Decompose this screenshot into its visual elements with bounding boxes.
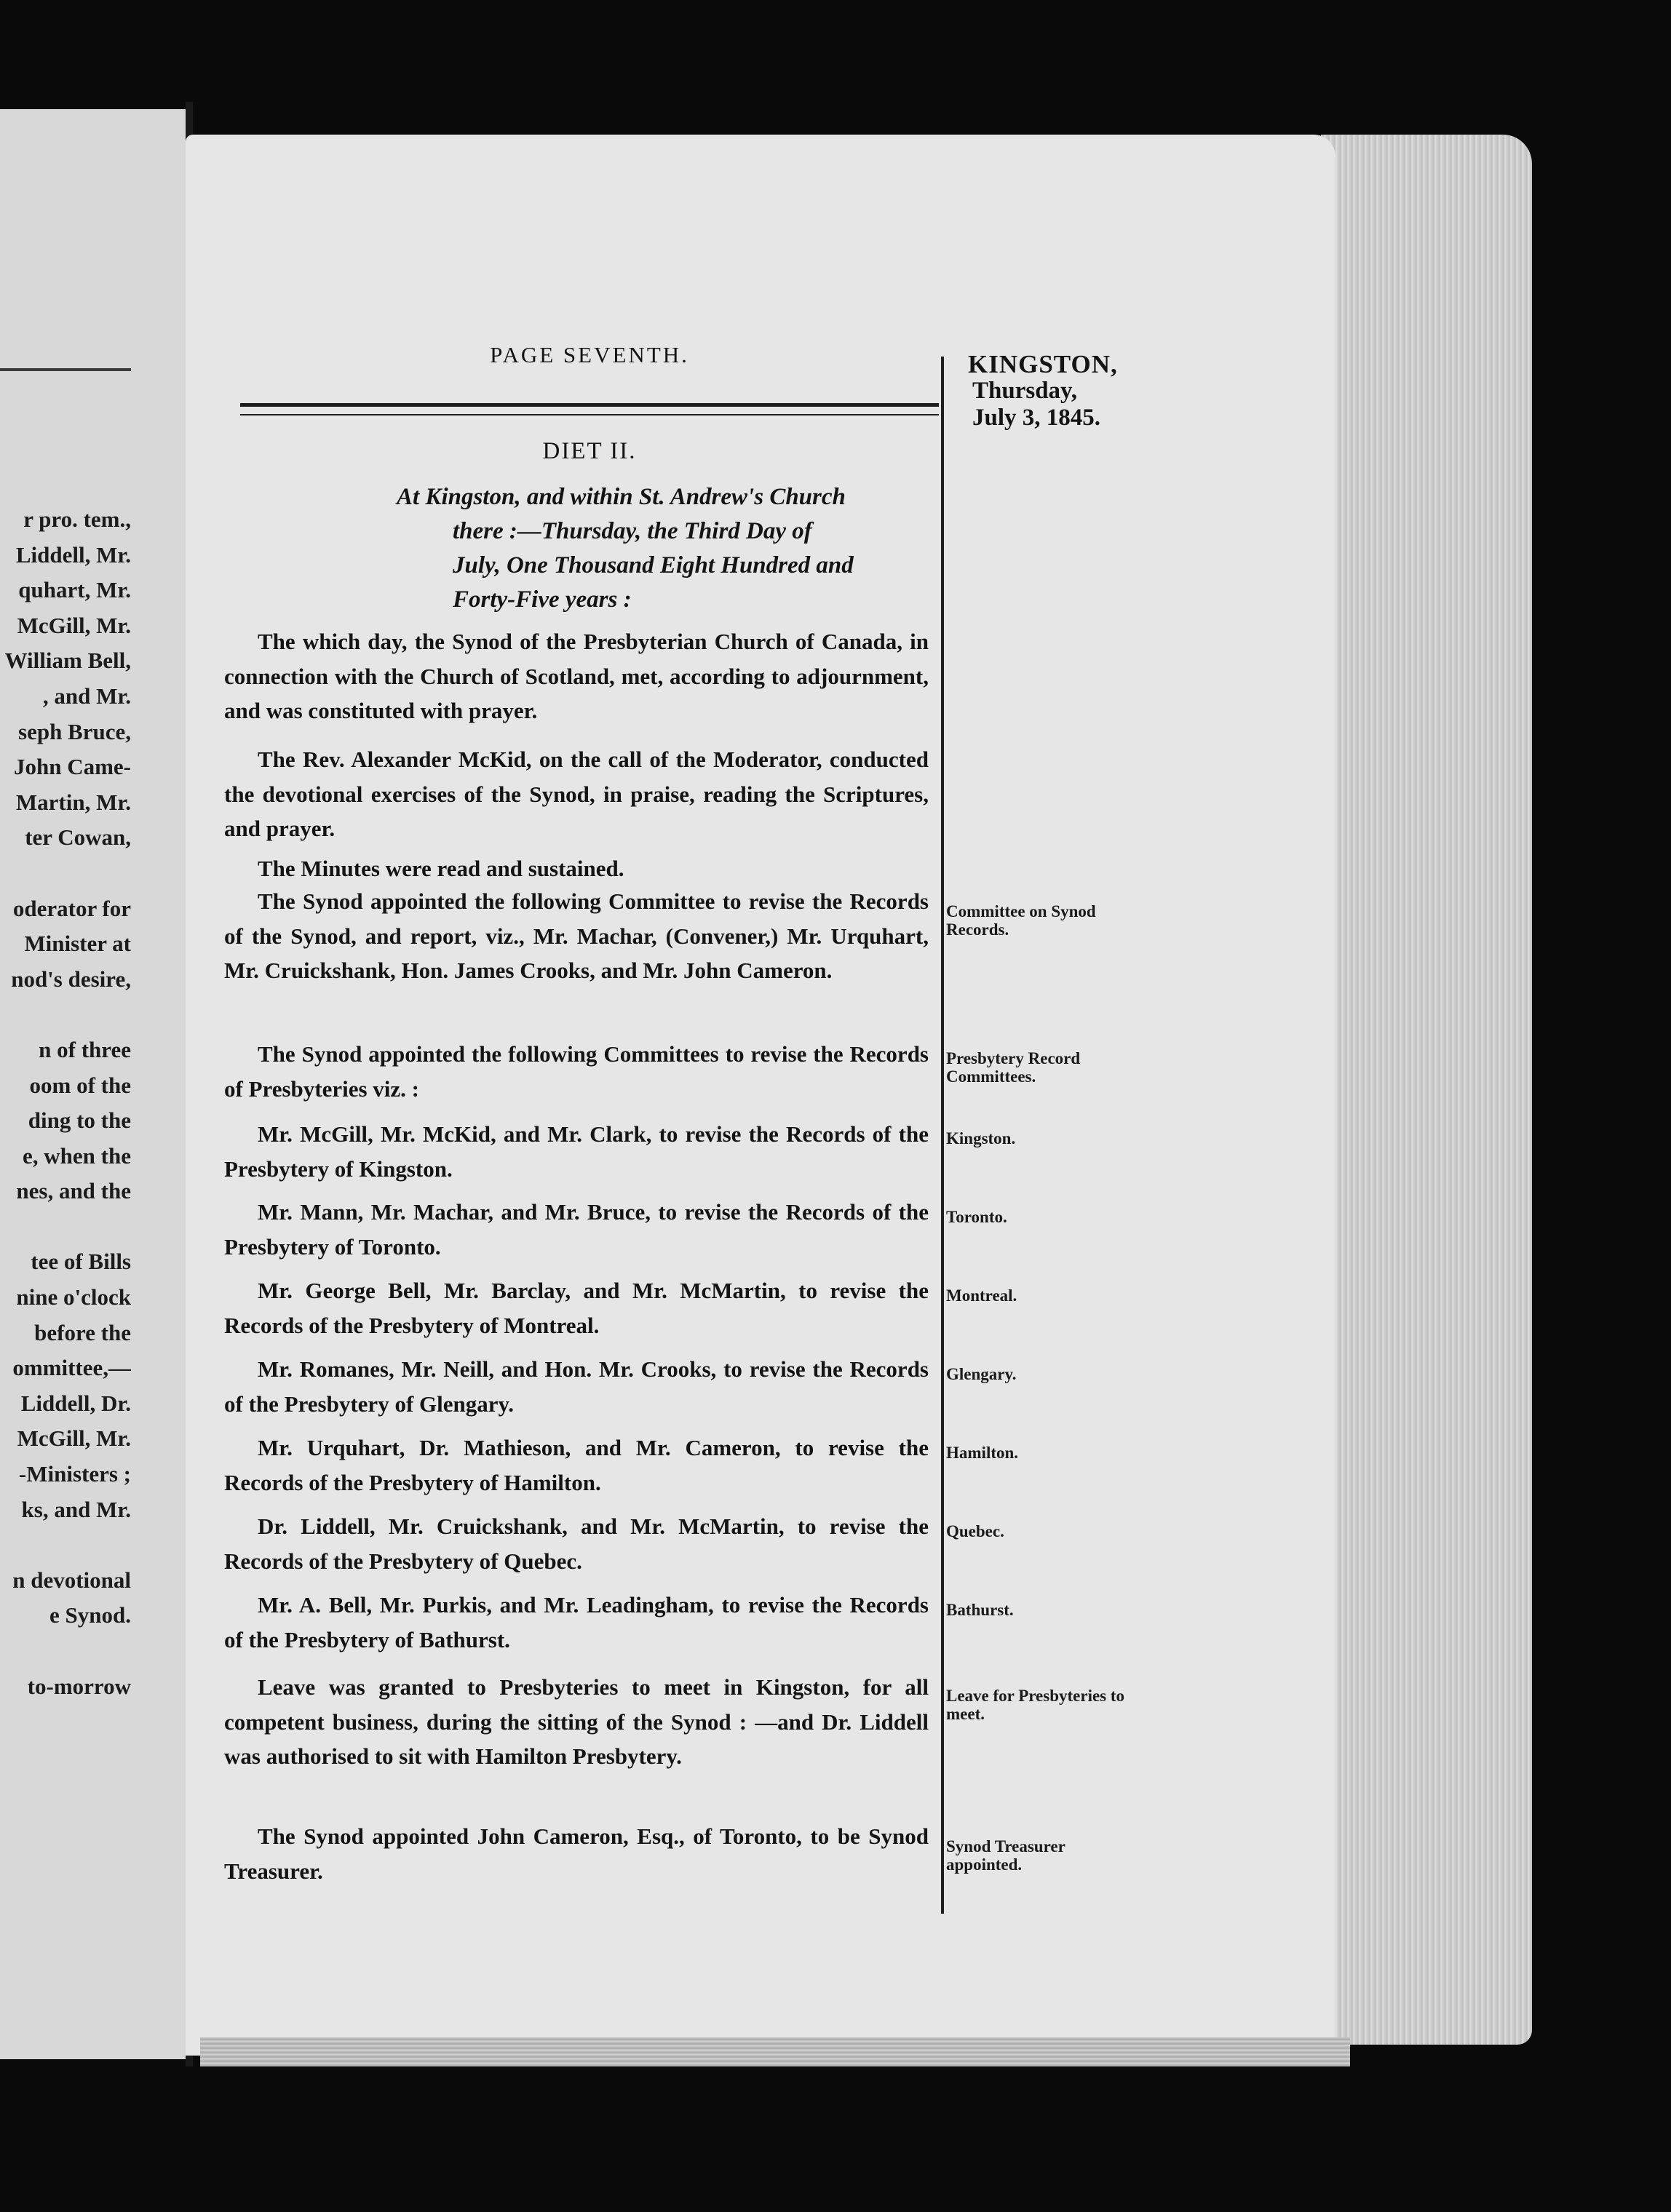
minutes-paragraph: Mr. Romanes, Mr. Neill, and Hon. Mr. Crooks, to revise the Records of the Presbytery of Glengary. (224, 1356, 929, 1417)
margin-note: Presbytery Record Committees. (946, 1049, 1081, 1086)
left-page-line: r pro. tem., (23, 506, 131, 532)
left-page-line: John Came- (13, 754, 131, 780)
minutes-paragraph: Mr. Urquhart, Dr. Mathieson, and Mr. Cameron, to revise the Records of the Presbytery of Hamilton. (224, 1435, 929, 1495)
place-line: At Kingston, and within St. Andrew's Church (397, 484, 846, 510)
left-page-line (0, 997, 131, 1033)
minutes-paragraph: Mr. McGill, Mr. McKid, and Mr. Clark, to revise the Records of the Presbytery of Kingston. (224, 1121, 929, 1182)
left-page-line: Liddell, Dr. (20, 1390, 131, 1416)
left-page-line: nine o'clock (16, 1284, 131, 1310)
left-page-line: to-morrow (27, 1673, 131, 1699)
left-page-line: Minister at (24, 931, 131, 957)
left-page-line: Liddell, Mr. (15, 541, 131, 568)
margin-note: Leave for Presbyteries to meet. (946, 1687, 1125, 1723)
diet-title: DIET II. (542, 438, 637, 464)
left-page-line: seph Bruce, (18, 718, 131, 744)
left-page-line: William Bell, (4, 648, 131, 674)
running-head: PAGE SEVENTH. (490, 342, 689, 367)
place-line: Forty-Five years : (453, 586, 632, 613)
margin-note: Quebec. (946, 1522, 1004, 1540)
left-page-line (0, 1634, 131, 1669)
margin-note: Kingston. (946, 1129, 1016, 1147)
margin-note: Hamilton. (946, 1444, 1019, 1462)
left-page-line: before the (34, 1319, 131, 1345)
margin-note: Committee on Synod Records. (946, 902, 1096, 939)
left-page-line: n of three (39, 1036, 131, 1062)
left-page-rule (0, 368, 131, 371)
minutes-paragraph: The Synod appointed the following Committee to revise the Records of the Synod, and report, viz., Mr. Machar, (Convener,) Mr. Urquhart, Mr. Cruickshank, Hon. James Crooks, and Mr. John Cameron. (224, 888, 929, 983)
left-page-text (0, 502, 131, 1704)
minutes-paragraph: The Rev. Alexander McKid, on the call of the Moderator, conducted the devotional exercises of the Synod, in praise, reading the Scriptures, and prayer. (224, 747, 929, 841)
left-page-fragment (0, 109, 190, 2059)
date-day: Thursday, (972, 378, 1077, 404)
minutes-paragraph: Dr. Liddell, Mr. Cruickshank, and Mr. McMartin, to revise the Records of the Presbytery of Quebec. (224, 1513, 929, 1574)
minutes-paragraph: The which day, the Synod of the Presbyterian Church of Canada, in connection with the Church of Scotland, met, according to adjournment, and was constituted with prayer. (224, 629, 929, 723)
minutes-paragraph: The Synod appointed John Cameron, Esq., of Toronto, to be Synod Treasurer. (224, 1823, 929, 1884)
left-page-line: n devotional (12, 1567, 131, 1593)
minutes-paragraph: The Synod appointed the following Committees to revise the Records of Presbyteries viz. : (224, 1041, 929, 1102)
place-line: July, One Thousand Eight Hundred and (453, 552, 854, 578)
left-page-line (0, 856, 131, 891)
minutes-paragraph: The Minutes were read and sustained. (258, 856, 624, 881)
left-page-line (0, 1209, 131, 1245)
left-page-line: oom of the (29, 1072, 131, 1098)
margin-note: Synod Treasurer appointed. (946, 1837, 1065, 1874)
margin-note: Toronto. (946, 1208, 1007, 1226)
left-page-line: e Synod. (49, 1602, 131, 1628)
left-page-line: , and Mr. (42, 683, 131, 709)
date-block (968, 351, 1164, 431)
left-page-line: nes, and the (16, 1178, 131, 1204)
margin-note: Bathurst. (946, 1601, 1014, 1619)
left-page-line: McGill, Mr. (17, 1425, 131, 1452)
left-page-line (0, 1527, 131, 1563)
page-bottom-edge (200, 2037, 1350, 2066)
margin-note: Montreal. (946, 1286, 1017, 1305)
left-page-line: tee of Bills (31, 1249, 131, 1275)
date-date: July 3, 1845. (972, 405, 1101, 431)
left-page-line: ding to the (28, 1107, 131, 1134)
minutes-paragraph: Mr. Mann, Mr. Machar, and Mr. Bruce, to revise the Records of the Presbytery of Toronto. (224, 1199, 929, 1260)
left-page-line: e, when the (23, 1142, 131, 1169)
margin-column-rule (941, 357, 944, 1914)
running-head-rule (240, 403, 939, 415)
page-fore-edge (1321, 135, 1532, 2045)
left-page-line: quhart, Mr. (18, 577, 131, 603)
left-page-line: ter Cowan, (25, 824, 131, 851)
left-page-line: oderator for (12, 895, 131, 921)
margin-note: Glengary. (946, 1365, 1017, 1383)
left-page-line: nod's desire, (11, 966, 131, 992)
minutes-paragraph: Mr. A. Bell, Mr. Purkis, and Mr. Leadingham, to revise the Records of the Presbytery of Bathurst. (224, 1592, 929, 1652)
left-page-line: Martin, Mr. (15, 789, 131, 815)
date-place: KINGSTON, (968, 350, 1118, 378)
left-page-line: -Ministers ; (18, 1461, 131, 1487)
left-page-line: ommittee,— (12, 1355, 131, 1381)
minutes-paragraph: Leave was granted to Presbyteries to meet in Kingston, for all competent business, during the sitting of the Synod : —and Dr. Liddell was authorised to sit with Hamilton Presbytery. (224, 1674, 929, 1769)
place-line: there :—Thursday, the Third Day of (453, 518, 812, 544)
left-page-line: McGill, Mr. (17, 612, 131, 638)
left-page-line: ks, and Mr. (21, 1496, 131, 1522)
minutes-paragraph: Mr. George Bell, Mr. Barclay, and Mr. McMartin, to revise the Records of the Presbytery of Montreal. (224, 1278, 929, 1338)
